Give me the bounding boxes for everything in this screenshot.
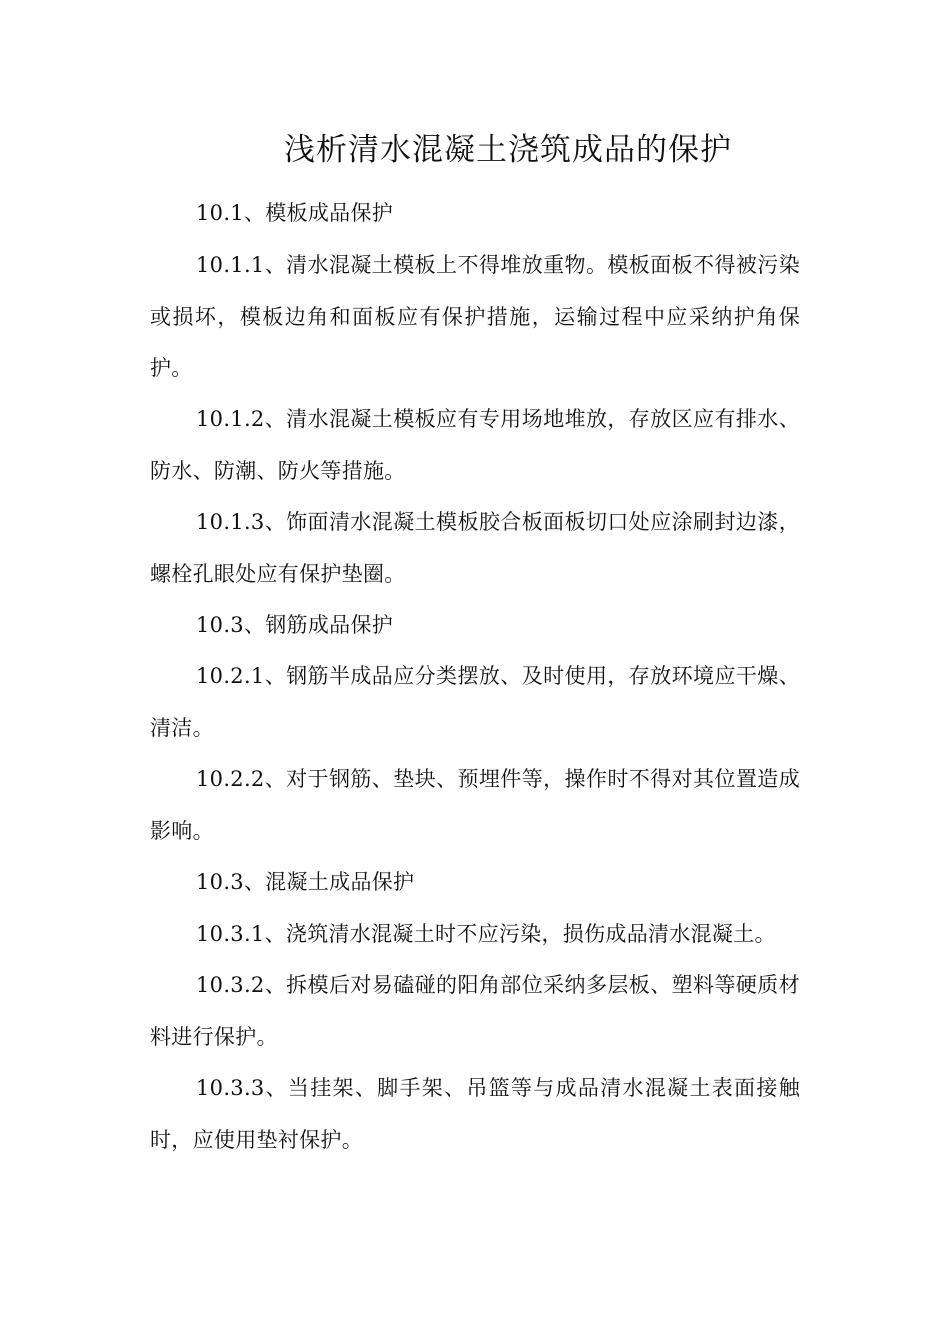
- document-title: 浅析清水混凝土浇筑成品的保护: [284, 132, 732, 168]
- paragraph-10-3-3: 10.3.3、当挂架、脚手架、吊篮等与成品清水混凝土表面接触时，应使用垫衬保护。: [150, 1076, 800, 1152]
- paragraph-10-3-1: 10.3.1、浇筑清水混凝土时不应污染，损伤成品清水混凝土。: [196, 922, 776, 946]
- section-heading-formwork: 10.1、模板成品保护: [196, 201, 394, 225]
- paragraph-10-2-1: 10.2.1、钢筋半成品应分类摆放、及时使用，存放环境应干燥、清洁。: [150, 664, 800, 740]
- paragraph-10-3-2: 10.3.2、拆模后对易磕碰的阳角部位采纳多层板、塑料等硬质材料进行保护。: [150, 973, 800, 1049]
- paragraph-10-1-1: 10.1.1、清水混凝土模板上不得堆放重物。模板面板不得被污染或损坏，模板边角和面板应有保护措施，运输过程中应采纳护角保护。: [150, 253, 800, 380]
- section-heading-rebar: 10.3、钢筋成品保护: [196, 613, 394, 637]
- section-heading-concrete: 10.3、混凝土成品保护: [196, 870, 415, 894]
- paragraph-10-2-2: 10.2.2、对于钢筋、垫块、预埋件等，操作时不得对其位置造成影响。: [150, 767, 800, 843]
- paragraph-10-1-3: 10.1.3、饰面清水混凝土模板胶合板面板切口处应涂刷封边漆，螺栓孔眼处应有保护垫圈。: [150, 510, 800, 586]
- paragraph-10-1-2: 10.1.2、清水混凝土模板应有专用场地堆放，存放区应有排水、防水、防潮、防火等措施。: [150, 407, 800, 483]
